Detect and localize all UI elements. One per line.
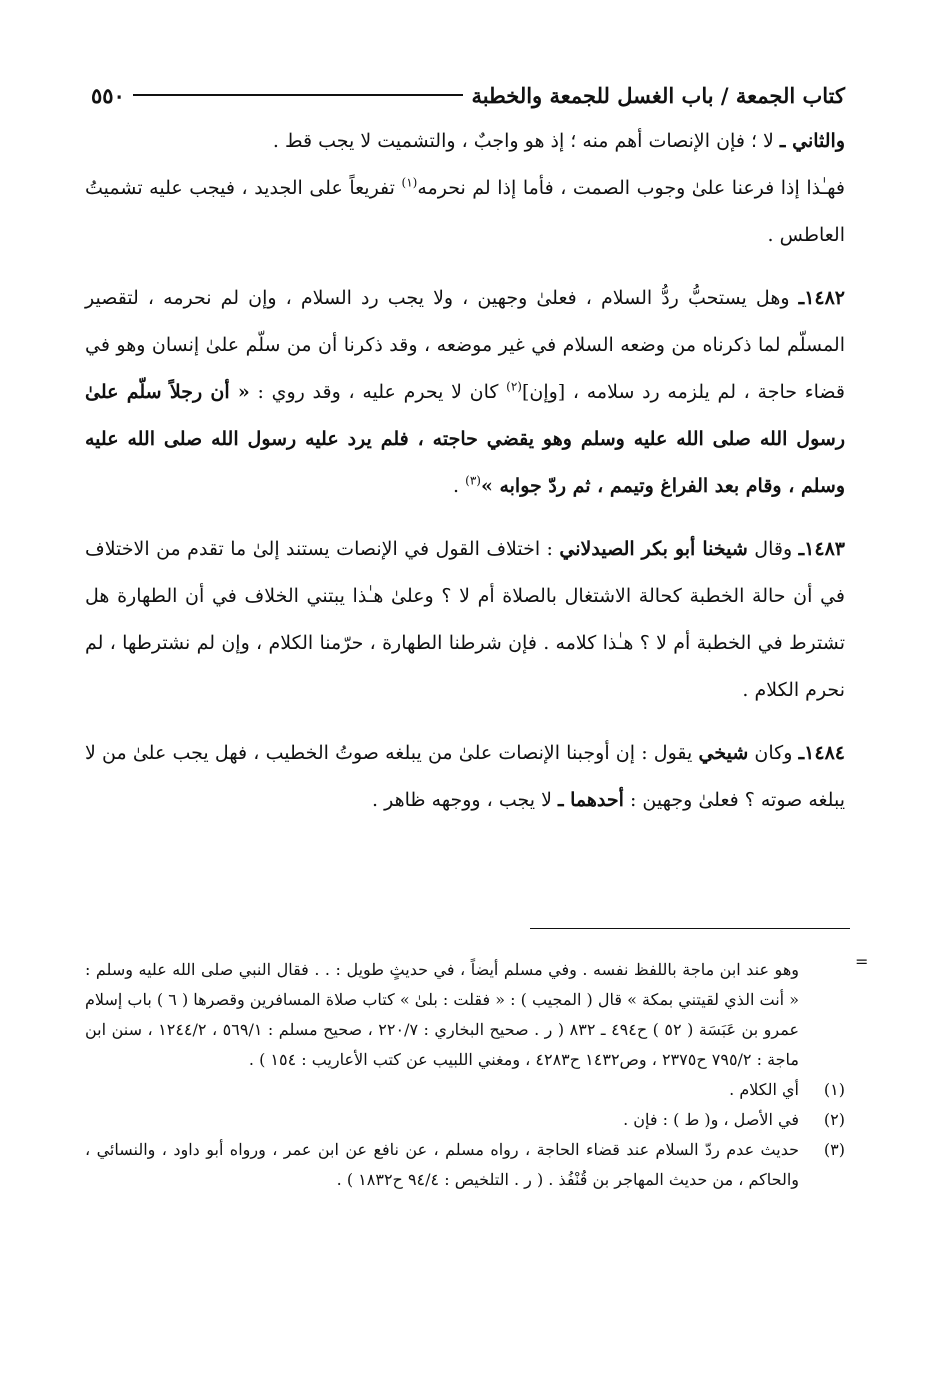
section-number-1484: ١٤٨٤ـ xyxy=(798,742,845,764)
p3-text-b: كان لا يحرم عليه ، وقد روي : xyxy=(249,381,507,403)
continuation-mark: = xyxy=(855,952,869,971)
book-title: كتاب الجمعة / باب الغسل للجمعة والخطبة xyxy=(471,82,845,108)
paragraph-1 xyxy=(85,118,845,165)
p5-bold-1: شيخي xyxy=(698,742,749,764)
footnotes xyxy=(85,955,845,1195)
footnote-continuation: وهو عند ابن ماجة باللفظ نفسه . وفي مسلم أيضاً ، في حديثٍ طويل : . . فقال النبي صلى الله عليه وسلم : « أنت الذي لقيتني بمكة » قال ( المجيب ) : « فقلت : بلىٰ » كتاب صلاة المسافرين وقصرها ( ٦ ) باب إسلام عمرو بن عَبَسَة ( ٥٢ ) ح٤٩٤ ـ ٨٣٢ ( ر . صحيح البخاري : ٢٢٠/٧ ، صحيح مسلم : ٥٦٩/١ ، ١٢٤٤/٢ ، سنن ابن ماجة : ٧٩٥/٢ ح٢٣٧٥ ، وص١٤٣٢ ح٤٢٨٣ ، ومغني اللبيب عن كتب الأعاريب : ١٥٤ ) . xyxy=(85,960,800,1069)
p5-text-a: وكان xyxy=(748,742,799,764)
p1-bold: والثاني ـ xyxy=(779,130,845,152)
footnote-rule xyxy=(530,928,850,929)
footnote-number: (٣) xyxy=(823,1140,845,1159)
footnote-ref-3: (٣) xyxy=(465,473,481,488)
p5-bold-2: أحدهما ـ xyxy=(557,789,624,811)
footnote-1 xyxy=(85,1075,845,1105)
p5-text-c: لا يجب ، ووجهه ظاهر . xyxy=(372,789,558,811)
footnote-text: حديث عدم ردّ السلام عند قضاء الحاجة ، رواه مسلم ، عن نافع عن ابن عمر ، ورواه أبو داود ، والنسائي ، والحاكم ، من حديث المهاجر بن قُنْفُذ . ( ر . التلخيص : ٩٤/٤ ح١٨٣٢ ) . xyxy=(85,1140,799,1189)
footnote-text: في الأصل ، و( ط ) : فإن . xyxy=(623,1110,799,1129)
p3-text-a: وهل يستحبُّ ردُّ السلام ، فعلىٰ وجهين ، ولا يجب رد السلام ، وإن لم نحرمه ، لتقصير المسلّم لما ذكرناه من وضعه السلام في غير موضعه ، وقد ذكرنا أن من سلّم علىٰ إنسان وهو في قضاء حاجة ، لم يلزمه رد سلامه ، [وإن] xyxy=(85,287,845,403)
p4-bold: شيخنا أبو بكر الصيدلاني xyxy=(559,538,748,560)
footnote-ref-1: (١) xyxy=(401,175,418,190)
paragraph-2 xyxy=(85,165,845,259)
footnote-2 xyxy=(85,1105,845,1135)
p3-end: . xyxy=(453,475,466,497)
section-number-1483: ١٤٨٣ـ xyxy=(798,538,845,560)
p4-text-b: : اختلاف القول في الإنصات يستند إلىٰ ما تقدم من الاختلاف في أن حالة الخطبة كحالة الاشتغال بالصلاة أم لا ؟ وعلىٰ هـٰذا يبتني الخلاف في أن الطهارة هل تشترط في الخطبة أم لا ؟ هـٰذا كلامه . فإن شرطنا الطهارة ، حرّمنا الكلام ، وإن لم نشترطها ، لم نحرم الكلام . xyxy=(85,538,845,701)
footnote-text: أي الكلام . xyxy=(729,1080,799,1099)
footnote-number: (١) xyxy=(823,1080,845,1099)
paragraph-1484 xyxy=(85,730,845,824)
header-rule xyxy=(133,94,464,96)
p4-text-a: وقال xyxy=(747,538,799,560)
page-header xyxy=(85,78,845,112)
main-text xyxy=(85,118,845,824)
p2-text-b: تفريعاً على الجديد ، فيجب عليه تشميتُ العاطس . xyxy=(85,177,845,246)
hadith-quote: « أن رجلاً سلّم علىٰ رسول الله صلى الله عليه وسلم وهو يقضي حاجته ، فلم يرد عليه رسول الله صلى الله عليه وسلم ، وقام بعد الفراغ وتيمم ، ثم ردّ جوابه » xyxy=(85,381,845,497)
paragraph-1482 xyxy=(85,275,845,510)
footnote-3 xyxy=(85,1135,845,1195)
paragraph-1483 xyxy=(85,526,845,714)
p2-text-a: فهـٰذا إذا فرعنا علىٰ وجوب الصمت ، فأما إذا لم نحرمه xyxy=(417,177,846,199)
page-number: ٥٥٠ xyxy=(91,82,125,108)
p1-text: لا ؛ فإن الإنصات أهم منه ؛ إذ هو واجبٌ ، والتشميت لا يجب قط . xyxy=(272,130,780,152)
footnote-number: (٢) xyxy=(823,1110,845,1129)
p5-text-b: يقول : إن أوجبنا الإنصات علىٰ من يبلغه صوتُ الخطيب ، فهل يجب علىٰ من لا يبلغه صوته ؟ فعلىٰ وجهين : xyxy=(85,742,845,811)
section-number-1482: ١٤٨٢ـ xyxy=(798,287,846,309)
footnote-ref-2: (٢) xyxy=(506,379,522,394)
